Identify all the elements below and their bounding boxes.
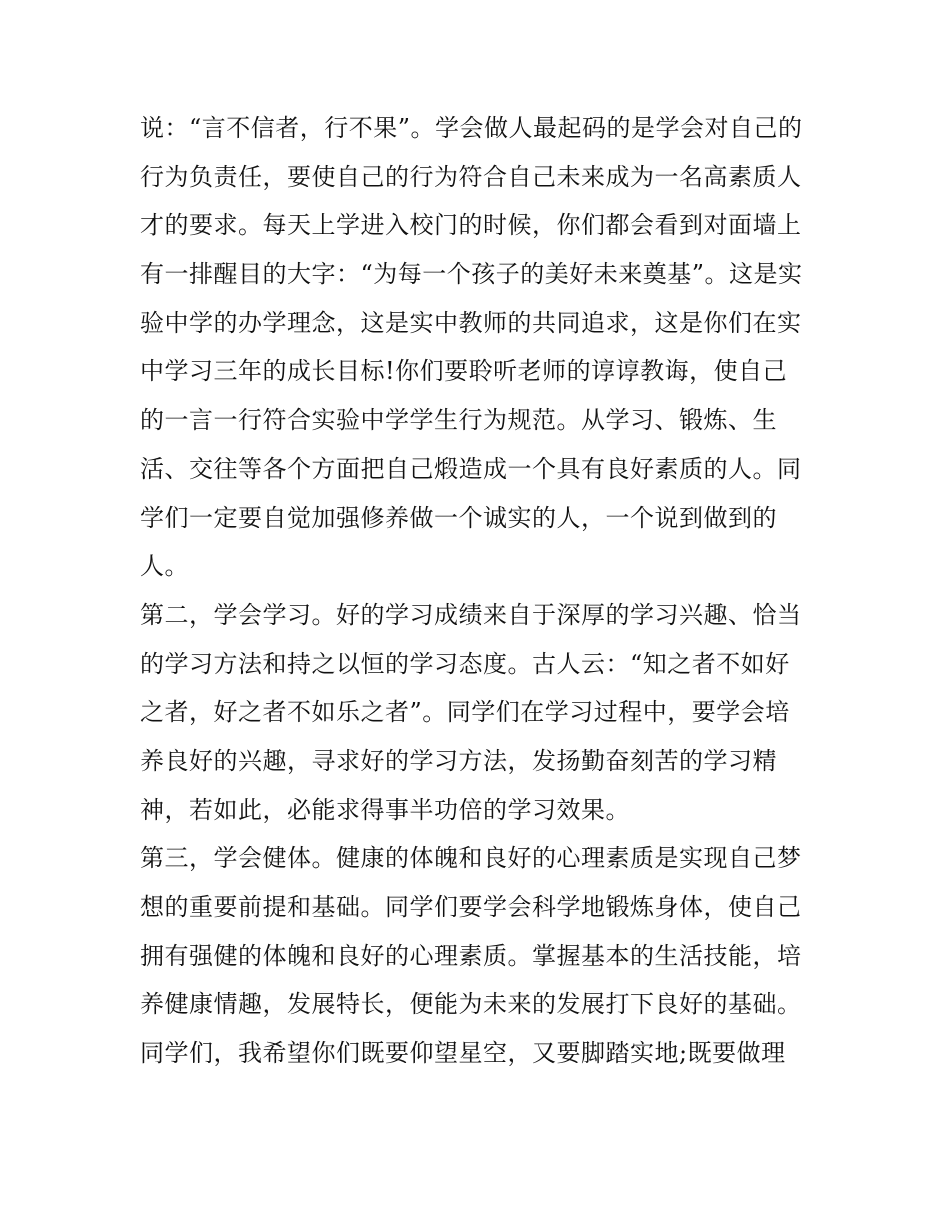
text-line: 想的重要前提和基础。同学们要学会科学地锻炼身体，使自己 (140, 893, 802, 921)
text-line: 验中学的办学理念，这是实中教师的共同追求，这是你们在实 (140, 308, 802, 337)
text-line: 神，若如此，必能求得事半功倍的学习效果。 (140, 795, 630, 824)
text-line: 第二，学会学习。好的学习成绩来自于深厚的学习兴趣、恰当 (140, 600, 802, 629)
text-line: 人。 (140, 552, 189, 581)
text-line: 养健康情趣，发展特长，便能为未来的发展打下良好的基础。 (140, 990, 802, 1019)
text-line: 之者，好之者不如乐之者”。同学们在学习过程中，要学会培 (140, 698, 790, 727)
text-line: 拥有强健的体魄和良好的心理素质。掌握基本的生活技能，培 (140, 941, 802, 970)
text-line: 学们一定要自觉加强修养做一个诚实的人，一个说到做到的 (140, 503, 777, 532)
body-text (140, 104, 820, 1078)
text-line: 有一排醒目的大字：“为每一个孩子的美好未来奠基”。这是实 (140, 260, 803, 289)
text-line: 中学习三年的成长目标!你们要聆听老师的谆谆教诲，使自己 (140, 357, 788, 386)
text-line: 才的要求。每天上学进入校门的时候，你们都会看到对面墙上 (140, 211, 802, 240)
text-line: 第三，学会健体。健康的体魄和良好的心理素质是实现自己梦 (140, 844, 802, 873)
text-line: 的一言一行符合实验中学学生行为规范。从学习、锻炼、生 (140, 406, 777, 435)
text-line: 活、交往等各个方面把自己煅造成一个具有良好素质的人。同 (140, 454, 802, 483)
text-line: 行为负责任，要使自己的行为符合自己未来成为一名高素质人 (140, 162, 802, 191)
text-line: 养良好的兴趣，寻求好的学习方法，发扬勤奋刻苦的学习精 (140, 746, 777, 775)
text-line: 的学习方法和持之以恒的学习态度。古人云：“知之者不如好 (140, 649, 790, 678)
text-line: 同学们，我希望你们既要仰望星空，又要脚踏实地;既要做理 (140, 1039, 786, 1068)
text-line: 说：“言不信者，行不果”。学会做人最起码的是学会对自己的 (140, 114, 803, 142)
